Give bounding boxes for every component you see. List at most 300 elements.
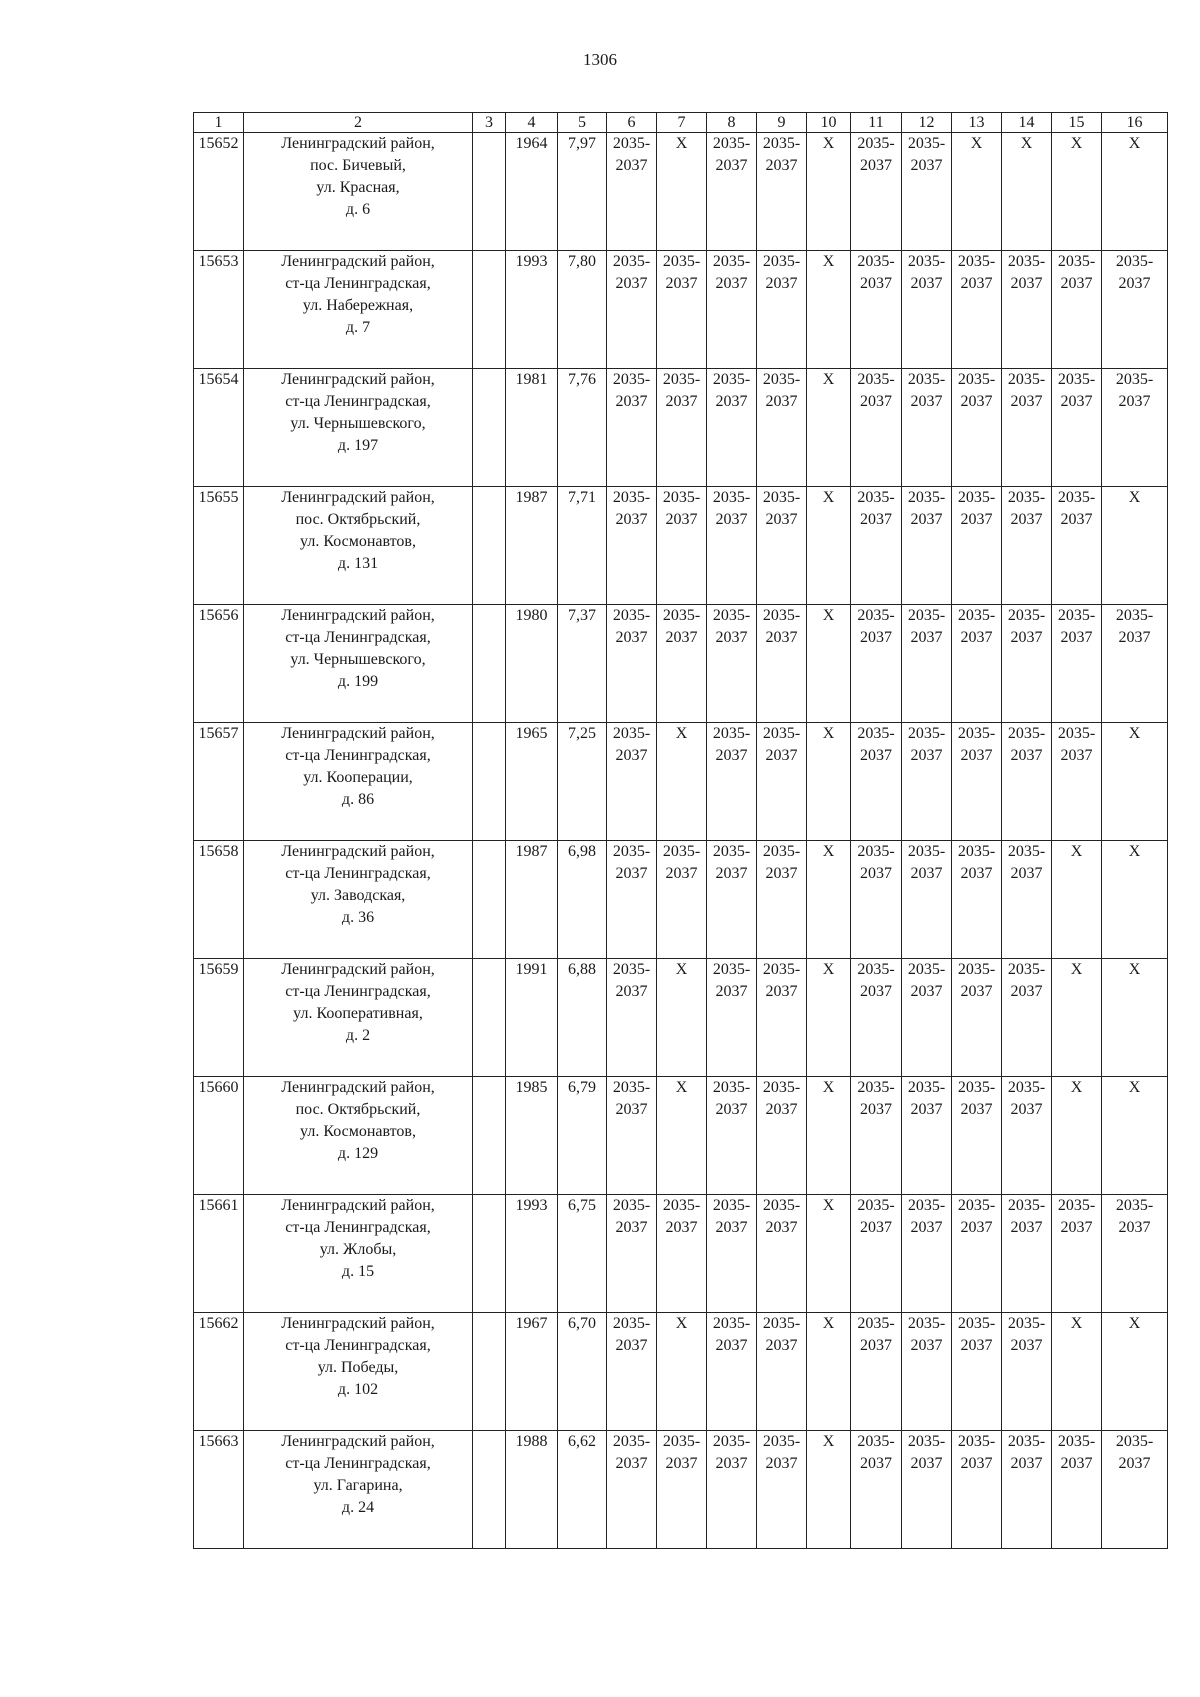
period-cell-col-6 (607, 605, 657, 723)
row-number: 15661 (194, 1195, 244, 1313)
period-line: 2035- (612, 135, 651, 152)
period-line: 2037 (715, 865, 748, 882)
period-line: 2037 (1010, 747, 1043, 764)
year-cell: 1981 (506, 369, 558, 487)
column-number-16: 16 (1102, 113, 1168, 133)
period-cell-col-16 (1102, 1077, 1168, 1195)
period-line: 2035- (907, 1079, 946, 1096)
period-cell-col-12 (902, 251, 952, 369)
period-line: 2035- (907, 1433, 946, 1450)
period-line: 2037 (1010, 1101, 1043, 1118)
period-cell-col-13 (952, 605, 1002, 723)
column-number-3: 3 (473, 113, 506, 133)
address-line: Ленинградский район, (281, 1079, 435, 1096)
table-row (194, 841, 1168, 959)
period-line: 2035- (857, 253, 895, 270)
period-line: 2037 (910, 629, 943, 646)
period-cell-col-11 (851, 605, 902, 723)
period-cell-col-15 (1052, 1195, 1102, 1313)
period-cell-col-11 (851, 723, 902, 841)
period-line: 2037 (1118, 275, 1151, 292)
period-line: 2035- (712, 371, 751, 388)
period-line: 2037 (860, 1455, 892, 1472)
period-line: 2035- (1007, 1197, 1046, 1214)
address-line: Ленинградский район, (281, 843, 435, 860)
period-cell-col-13 (952, 841, 1002, 959)
period-line: 2037 (765, 1219, 798, 1236)
period-cell-col-12 (902, 1077, 952, 1195)
row-number: 15656 (194, 605, 244, 723)
period-line: 2035- (1057, 253, 1096, 270)
table-row (194, 1077, 1168, 1195)
period-line: 2037 (910, 983, 943, 1000)
row-number: 15653 (194, 251, 244, 369)
period-line: 2035- (907, 725, 946, 742)
period-line: 2037 (615, 1219, 648, 1236)
address-line: Ленинградский район, (281, 489, 435, 506)
period-cell-col-8 (707, 251, 757, 369)
period-cell-col-11 (851, 487, 902, 605)
period-line: 2035- (1057, 725, 1096, 742)
period-line: 2037 (860, 511, 892, 528)
period-line: 2037 (960, 983, 993, 1000)
period-cell-col-10 (807, 1077, 851, 1195)
address-cell (244, 369, 473, 487)
period-line: 2037 (765, 511, 798, 528)
period-line: 2035- (1115, 1433, 1154, 1450)
period-line: 2037 (765, 1455, 798, 1472)
period-cell-col-16 (1102, 369, 1168, 487)
period-line: 2037 (765, 393, 798, 410)
address-line: ул. Гагарина, (313, 1477, 403, 1494)
period-line: Х (822, 961, 835, 978)
row-number: 15654 (194, 369, 244, 487)
address-line: ул. Набережная, (302, 297, 414, 314)
column-number-15: 15 (1052, 113, 1102, 133)
period-line: 2035- (957, 489, 996, 506)
period-cell-col-14 (1002, 1077, 1052, 1195)
period-cell-col-16 (1102, 605, 1168, 723)
address-cell (244, 133, 473, 251)
period-line: 2037 (615, 157, 648, 174)
period-cell-col-7 (657, 487, 707, 605)
period-line: 2035- (1115, 607, 1154, 624)
period-cell-col-13 (952, 959, 1002, 1077)
address-line: ул. Победы, (317, 1359, 399, 1376)
period-line: 2037 (1010, 1455, 1043, 1472)
address-line: ул. Чернышевского, (290, 651, 426, 668)
period-line: 2035- (712, 843, 751, 860)
table-row (194, 1431, 1168, 1549)
period-line: 2037 (960, 1219, 993, 1236)
period-line: 2037 (910, 511, 943, 528)
period-line: 2037 (960, 275, 993, 292)
year-cell: 1964 (506, 133, 558, 251)
period-line: 2037 (860, 1101, 892, 1118)
period-line: 2035- (957, 961, 996, 978)
period-cell-col-9 (757, 841, 807, 959)
period-cell-col-11 (851, 1313, 902, 1431)
period-line: 2037 (960, 1337, 993, 1354)
column-number-9: 9 (757, 113, 807, 133)
period-line: 2037 (860, 393, 892, 410)
period-line: 2037 (615, 393, 648, 410)
period-line: 2035- (907, 135, 946, 152)
period-cell-col-7 (657, 723, 707, 841)
period-cell-col-8 (707, 841, 757, 959)
period-cell-col-11 (851, 1431, 902, 1549)
period-line: Х (822, 843, 835, 860)
period-line: 2035- (857, 961, 895, 978)
address-cell (244, 1195, 473, 1313)
period-cell-col-6 (607, 1431, 657, 1549)
period-line: 2035- (1007, 253, 1046, 270)
row-number: 15658 (194, 841, 244, 959)
period-line: 2037 (715, 1455, 748, 1472)
period-line: 2035- (762, 1433, 801, 1450)
period-cell-col-9 (757, 133, 807, 251)
period-line: 2035- (957, 371, 996, 388)
column-3-cell (473, 723, 506, 841)
period-cell-col-6 (607, 1195, 657, 1313)
period-line: 2035- (957, 1197, 996, 1214)
period-line: Х (822, 1079, 835, 1096)
period-cell-col-16 (1102, 251, 1168, 369)
address-line: Ленинградский район, (281, 135, 435, 152)
address-cell (244, 251, 473, 369)
register-table (193, 112, 1168, 1549)
period-line: 2037 (960, 1455, 993, 1472)
year-cell: 1980 (506, 605, 558, 723)
period-line: 2035- (957, 253, 996, 270)
period-line: 2035- (1115, 1197, 1154, 1214)
period-cell-col-13 (952, 251, 1002, 369)
period-cell-col-12 (902, 841, 952, 959)
period-cell-col-13 (952, 1431, 1002, 1549)
period-line: 2035- (712, 135, 751, 152)
period-cell-col-11 (851, 841, 902, 959)
period-line: Х (1128, 725, 1141, 742)
address-line: ст-ца Ленинградская, (285, 1337, 431, 1354)
period-line: Х (822, 725, 835, 742)
period-line: Х (1128, 1315, 1141, 1332)
period-cell-col-16 (1102, 133, 1168, 251)
table-row (194, 369, 1168, 487)
period-line: Х (675, 961, 688, 978)
period-cell-col-16 (1102, 1313, 1168, 1431)
column-number-12: 12 (902, 113, 952, 133)
row-number: 15659 (194, 959, 244, 1077)
period-cell-col-8 (707, 1431, 757, 1549)
period-cell-col-13 (952, 369, 1002, 487)
period-cell-col-12 (902, 133, 952, 251)
period-line: 2037 (615, 629, 648, 646)
period-line: 2035- (712, 961, 751, 978)
period-cell-col-12 (902, 605, 952, 723)
period-cell-col-10 (807, 487, 851, 605)
column-number-8: 8 (707, 113, 757, 133)
period-cell-col-10 (807, 369, 851, 487)
period-line: 2035- (612, 1197, 651, 1214)
period-cell-col-8 (707, 133, 757, 251)
period-line: 2035- (662, 607, 701, 624)
period-line: 2037 (1060, 275, 1093, 292)
period-line: 2037 (665, 629, 698, 646)
period-line: 2037 (910, 1219, 943, 1236)
period-line: Х (1128, 1079, 1141, 1096)
column-number-row (194, 113, 1168, 133)
column-3-cell (473, 1431, 506, 1549)
address-line: Ленинградский район, (281, 607, 435, 624)
period-line: 2037 (715, 1337, 748, 1354)
period-cell-col-7 (657, 959, 707, 1077)
address-line: д. 24 (341, 1499, 375, 1516)
period-line: Х (822, 253, 835, 270)
column-3-cell (473, 369, 506, 487)
period-line: 2037 (1118, 393, 1151, 410)
period-cell-col-12 (902, 1431, 952, 1549)
period-line: 2035- (857, 725, 895, 742)
period-line: 2035- (612, 725, 651, 742)
period-line: 2037 (665, 1219, 698, 1236)
address-cell (244, 487, 473, 605)
address-cell (244, 841, 473, 959)
period-cell-col-16 (1102, 1195, 1168, 1313)
year-cell: 1967 (506, 1313, 558, 1431)
address-line: ул. Космонавтов, (300, 1123, 416, 1140)
address-line: ст-ца Ленинградская, (285, 747, 431, 764)
period-line: 2037 (765, 629, 798, 646)
period-line: 2035- (1115, 371, 1154, 388)
period-line: 2037 (910, 1337, 943, 1354)
period-cell-col-14 (1002, 133, 1052, 251)
period-line: 2037 (910, 865, 943, 882)
period-line: 2037 (1010, 1219, 1043, 1236)
period-line: Х (1070, 1315, 1083, 1332)
period-line: 2037 (715, 157, 748, 174)
column-3-cell (473, 1195, 506, 1313)
address-line: Ленинградский район, (281, 1197, 435, 1214)
period-cell-col-9 (757, 1195, 807, 1313)
period-line: 2035- (907, 1315, 946, 1332)
period-line: 2035- (957, 607, 996, 624)
period-cell-col-9 (757, 1077, 807, 1195)
period-line: Х (1128, 135, 1141, 152)
address-line: ст-ца Ленинградская, (285, 1219, 431, 1236)
address-line: Ленинградский район, (281, 961, 435, 978)
period-cell-col-12 (902, 1313, 952, 1431)
period-line: 2037 (765, 865, 798, 882)
table-row (194, 251, 1168, 369)
period-cell-col-7 (657, 1313, 707, 1431)
period-cell-col-6 (607, 1313, 657, 1431)
period-line: 2037 (615, 865, 648, 882)
period-cell-col-13 (952, 1313, 1002, 1431)
period-line: Х (822, 371, 835, 388)
period-line: 2035- (907, 607, 946, 624)
period-cell-col-16 (1102, 1431, 1168, 1549)
period-cell-col-14 (1002, 1195, 1052, 1313)
address-line: пос. Октябрьский, (295, 1101, 421, 1118)
period-line: 2035- (857, 135, 895, 152)
address-line: ул. Жлобы, (319, 1241, 397, 1258)
period-line: 2035- (612, 253, 651, 270)
period-line: 2035- (907, 371, 946, 388)
period-line: 2035- (762, 253, 801, 270)
period-line: 2037 (1118, 1455, 1151, 1472)
period-line: 2035- (712, 1433, 751, 1450)
period-line: 2037 (765, 983, 798, 1000)
period-cell-col-12 (902, 369, 952, 487)
period-cell-col-10 (807, 723, 851, 841)
period-line: 2037 (765, 1101, 798, 1118)
column-3-cell (473, 251, 506, 369)
period-line: 2035- (662, 843, 701, 860)
period-line: 2035- (612, 607, 651, 624)
period-line: 2037 (1010, 393, 1043, 410)
period-cell-col-6 (607, 369, 657, 487)
period-line: Х (822, 1197, 835, 1214)
address-line: д. 7 (345, 319, 371, 336)
address-line: д. 131 (337, 555, 379, 572)
period-line: 2037 (665, 393, 698, 410)
address-line: д. 197 (337, 437, 379, 454)
period-line: 2037 (715, 629, 748, 646)
period-line: 2037 (910, 1101, 943, 1118)
page-number: 1306 (583, 50, 617, 69)
row-number: 15662 (194, 1313, 244, 1431)
period-line: 2035- (1007, 961, 1046, 978)
period-line: 2035- (712, 607, 751, 624)
period-line: 2037 (715, 1219, 748, 1236)
value-cell: 7,37 (558, 605, 607, 723)
address-line: Ленинградский район, (281, 1433, 435, 1450)
value-cell: 6,62 (558, 1431, 607, 1549)
period-cell-col-11 (851, 133, 902, 251)
period-line: 2035- (612, 1433, 651, 1450)
period-cell-col-14 (1002, 1431, 1052, 1549)
table-row (194, 723, 1168, 841)
period-line: 2037 (615, 1101, 648, 1118)
period-line: 2035- (612, 1315, 651, 1332)
period-line: 2035- (1007, 1079, 1046, 1096)
address-line: пос. Бичевый, (310, 157, 406, 174)
period-line: Х (1128, 843, 1141, 860)
period-cell-col-6 (607, 251, 657, 369)
address-line: ул. Кооперации, (303, 769, 413, 786)
period-line: 2035- (957, 725, 996, 742)
period-cell-col-10 (807, 841, 851, 959)
period-cell-col-12 (902, 723, 952, 841)
period-line: 2037 (615, 275, 648, 292)
period-line: 2035- (612, 489, 651, 506)
period-line: 2035- (907, 961, 946, 978)
period-line: 2035- (612, 371, 651, 388)
period-line: 2037 (665, 1455, 698, 1472)
period-line: 2037 (860, 1219, 892, 1236)
period-line: 2037 (910, 275, 943, 292)
period-line: 2035- (1007, 843, 1046, 860)
period-line: 2035- (762, 725, 801, 742)
address-cell (244, 1313, 473, 1431)
period-cell-col-10 (807, 1431, 851, 1549)
period-line: 2035- (712, 489, 751, 506)
period-cell-col-14 (1002, 1313, 1052, 1431)
period-line: 2035- (857, 843, 895, 860)
address-cell (244, 959, 473, 1077)
period-line: 2035- (857, 1197, 895, 1214)
period-line: 2035- (857, 489, 895, 506)
period-cell-col-12 (902, 1195, 952, 1313)
column-3-cell (473, 1313, 506, 1431)
period-line: 2035- (762, 1315, 801, 1332)
period-cell-col-15 (1052, 841, 1102, 959)
period-line: Х (1070, 135, 1083, 152)
column-number-5: 5 (558, 113, 607, 133)
row-number: 15660 (194, 1077, 244, 1195)
address-cell (244, 605, 473, 723)
period-cell-col-10 (807, 1313, 851, 1431)
period-cell-col-15 (1052, 1313, 1102, 1431)
period-cell-col-15 (1052, 605, 1102, 723)
period-line: 2037 (615, 747, 648, 764)
period-line: Х (1070, 1079, 1083, 1096)
period-line: 2037 (960, 865, 993, 882)
column-number-14: 14 (1002, 113, 1052, 133)
period-line: 2037 (715, 1101, 748, 1118)
period-cell-col-14 (1002, 959, 1052, 1077)
period-line: 2037 (765, 1337, 798, 1354)
period-cell-col-6 (607, 723, 657, 841)
period-cell-col-9 (757, 1431, 807, 1549)
address-line: Ленинградский район, (281, 1315, 435, 1332)
value-cell: 6,70 (558, 1313, 607, 1431)
period-line: 2037 (1010, 983, 1043, 1000)
period-line: 2035- (1057, 1433, 1096, 1450)
period-cell-col-16 (1102, 841, 1168, 959)
year-cell: 1987 (506, 487, 558, 605)
row-number: 15657 (194, 723, 244, 841)
row-number: 15663 (194, 1431, 244, 1549)
period-cell-col-16 (1102, 959, 1168, 1077)
period-cell-col-9 (757, 605, 807, 723)
period-line: 2037 (1060, 747, 1093, 764)
period-cell-col-10 (807, 1195, 851, 1313)
period-cell-col-13 (952, 133, 1002, 251)
column-number-13: 13 (952, 113, 1002, 133)
period-line: 2035- (712, 1197, 751, 1214)
period-line: 2035- (712, 1315, 751, 1332)
column-3-cell (473, 841, 506, 959)
period-cell-col-11 (851, 959, 902, 1077)
column-3-cell (473, 605, 506, 723)
address-line: ул. Заводская, (310, 887, 406, 904)
period-line: 2037 (615, 1337, 648, 1354)
period-line: 2035- (612, 961, 651, 978)
period-line: 2037 (910, 1455, 943, 1472)
period-line: Х (822, 489, 835, 506)
period-cell-col-8 (707, 959, 757, 1077)
period-line: 2035- (1057, 607, 1096, 624)
year-cell: 1987 (506, 841, 558, 959)
period-line: 2035- (662, 253, 701, 270)
period-cell-col-14 (1002, 841, 1052, 959)
column-number-1: 1 (194, 113, 244, 133)
period-line: 2035- (1057, 489, 1096, 506)
period-cell-col-11 (851, 369, 902, 487)
year-cell: 1993 (506, 251, 558, 369)
value-cell: 7,76 (558, 369, 607, 487)
